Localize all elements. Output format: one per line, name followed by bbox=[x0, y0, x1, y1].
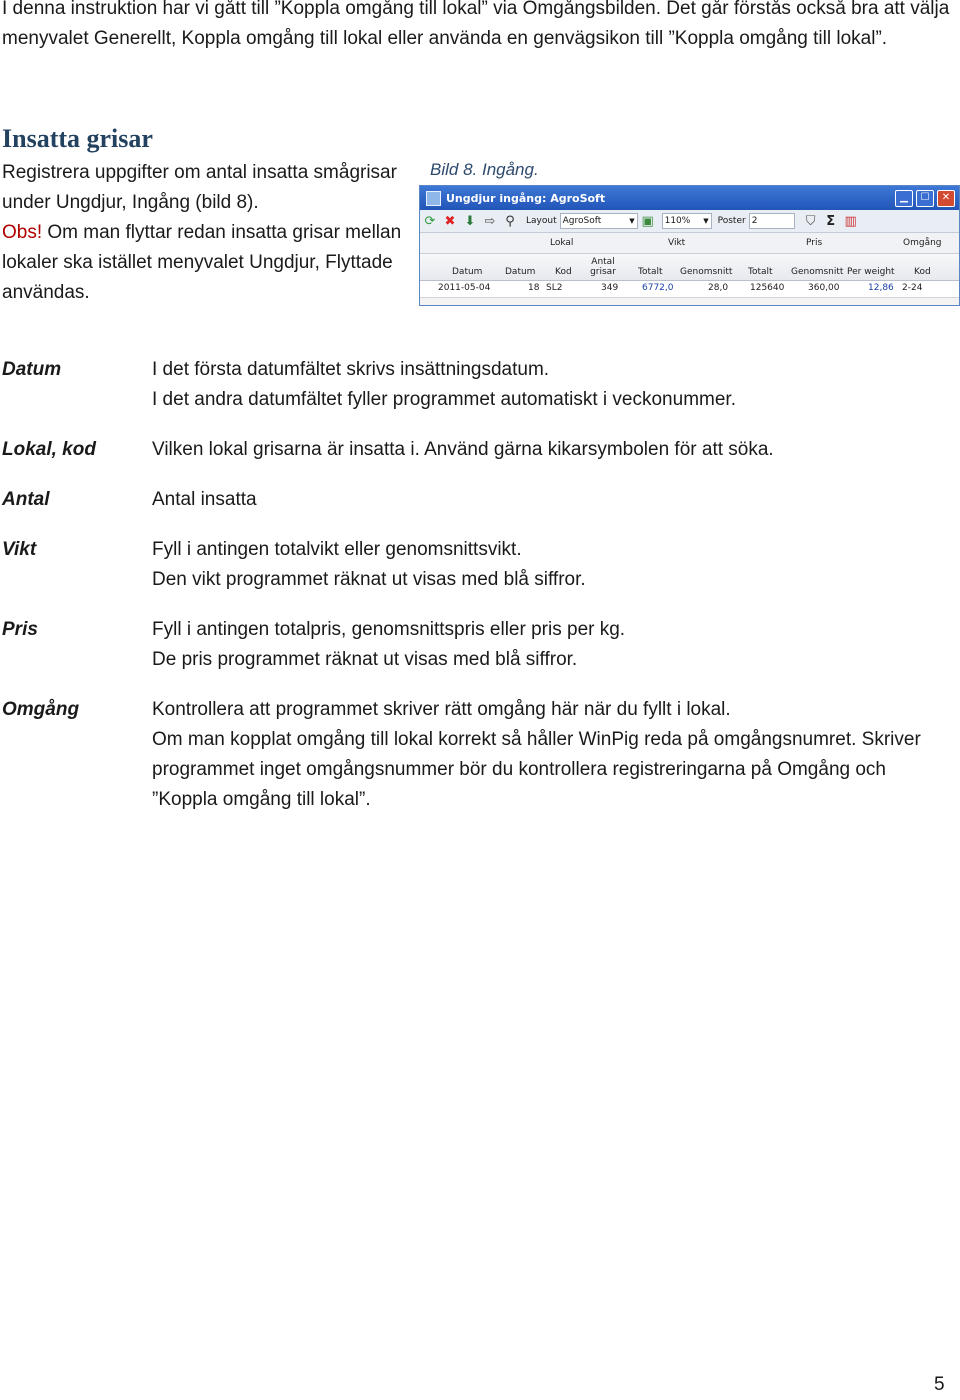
app-icon bbox=[426, 191, 441, 206]
table-cell[interactable]: 2-24 bbox=[902, 283, 923, 293]
term-pris: Pris bbox=[2, 619, 38, 640]
layout-value: AgroSoft bbox=[562, 216, 602, 226]
sum-icon[interactable]: Σ bbox=[826, 213, 836, 229]
desc-antal bbox=[152, 485, 957, 515]
term-vikt: Vikt bbox=[2, 539, 37, 560]
window-toolbar bbox=[420, 210, 959, 233]
figure-caption: Bild 8. Ingång. bbox=[430, 160, 539, 179]
column-header[interactable]: Kod bbox=[914, 267, 931, 277]
term-antal: Antal bbox=[2, 489, 50, 510]
obs-text: Om man flyttar redan insatta grisar mellan lokaler ska istället menyvalet Ungdjur, Flyttade användas. bbox=[2, 222, 402, 303]
layout-select[interactable] bbox=[560, 213, 638, 229]
column-header[interactable]: Totalt bbox=[748, 267, 773, 277]
chevron-down-icon: ▼ bbox=[629, 217, 635, 225]
table-cell[interactable]: 18 bbox=[528, 283, 540, 293]
group-header-vikt: Vikt bbox=[668, 238, 686, 248]
export-icon[interactable]: ⇨ bbox=[484, 213, 496, 229]
maximize-icon[interactable]: ☐ bbox=[916, 190, 934, 207]
data-grid bbox=[420, 233, 959, 305]
term-datum: Datum bbox=[2, 359, 62, 380]
section-text: Registrera uppgifter om antal insatta smågrisar under Ungdjur, Ingång (bild 8). bbox=[2, 162, 397, 213]
desc-omgang bbox=[152, 695, 957, 815]
table-cell[interactable]: 349 bbox=[601, 283, 619, 293]
column-header[interactable]: Datum bbox=[452, 267, 483, 277]
chevron-down-icon: ▼ bbox=[703, 217, 709, 225]
poster-value: 2 bbox=[751, 216, 758, 226]
table-cell[interactable]: 12,86 bbox=[868, 283, 894, 293]
desc-line: Vilken lokal grisarna är insatta i. Använd gärna kikarsymbolen för att söka. bbox=[152, 439, 774, 460]
refresh-icon[interactable]: ⟳ bbox=[424, 213, 436, 229]
group-header-omgang: Omgång bbox=[903, 238, 942, 248]
desc-lokal-kod bbox=[152, 435, 957, 465]
column-header-row bbox=[420, 254, 959, 281]
desc-line: Om man kopplat omgång till lokal korrekt så håller WinPig reda på omgångsnumret. Skriver bbox=[152, 729, 921, 750]
filter-icon[interactable]: ⛉ bbox=[805, 213, 816, 229]
search-binoculars-icon[interactable]: ⚲ bbox=[505, 213, 515, 229]
group-header-row bbox=[420, 233, 959, 254]
desc-line: De pris programmet räknat ut visas med blå siffror. bbox=[152, 649, 578, 670]
desc-pris bbox=[152, 615, 957, 675]
column-header[interactable]: Totalt bbox=[638, 267, 663, 277]
term-lokal-kod: Lokal, kod bbox=[2, 439, 96, 460]
delete-icon[interactable]: ✖ bbox=[444, 213, 456, 229]
group-header-pris: Pris bbox=[806, 238, 823, 248]
desc-line: Kontrollera att programmet skriver rätt omgång här när du fyllt i lokal. bbox=[152, 699, 731, 720]
column-header[interactable]: Genomsnitt bbox=[791, 267, 844, 277]
window-titlebar bbox=[420, 186, 959, 210]
table-cell[interactable]: 2011-05-04 bbox=[438, 283, 491, 293]
poster-count bbox=[749, 213, 795, 229]
obs-label: Obs! bbox=[2, 222, 43, 243]
page-number: 5 bbox=[934, 1374, 945, 1395]
desc-vikt bbox=[152, 535, 957, 595]
table-cell[interactable]: 360,00 bbox=[808, 283, 840, 293]
table-row[interactable] bbox=[420, 281, 959, 298]
group-header-lokal: Lokal bbox=[550, 238, 574, 248]
section-heading: Insatta grisar bbox=[2, 124, 153, 153]
term-omgang: Omgång bbox=[2, 699, 80, 720]
close-icon[interactable]: ✕ bbox=[937, 190, 955, 207]
desc-line: Fyll i antingen totalpris, genomsnittspris eller pris per kg. bbox=[152, 619, 626, 640]
table-cell[interactable]: 28,0 bbox=[708, 283, 729, 293]
zoom-value: 110% bbox=[664, 216, 691, 226]
poster-label: Poster bbox=[717, 216, 746, 226]
app-window-screenshot bbox=[419, 185, 960, 306]
layout-save-icon[interactable]: ▣ bbox=[641, 213, 654, 229]
column-header[interactable]: Genomsnitt bbox=[680, 267, 733, 277]
intro-paragraph: I denna instruktion har vi gått till ”Koppla omgång till lokal” via Omgångsbilden. Det går förstås också bra att välja menyvalet Generellt, Koppla omgång till lokal eller använda en genvägsikon till ”Koppla omgång till lokal”. bbox=[2, 0, 950, 49]
column-header[interactable]: Antal grisar bbox=[590, 257, 616, 277]
desc-line: Fyll i antingen totalvikt eller genomsnittsvikt. bbox=[152, 539, 522, 560]
section-paragraph bbox=[2, 158, 402, 308]
chart-icon[interactable]: ▥ bbox=[844, 213, 857, 229]
desc-line: ”Koppla omgång till lokal”. bbox=[152, 789, 371, 810]
table-cell[interactable]: SL2 bbox=[546, 283, 563, 293]
desc-line: Antal insatta bbox=[152, 489, 257, 510]
zoom-select[interactable] bbox=[662, 213, 712, 229]
desc-line: Den vikt programmet räknat ut visas med blå siffror. bbox=[152, 569, 586, 590]
table-cell[interactable]: 6772,0 bbox=[642, 283, 674, 293]
window-title: Ungdjur ingång: AgroSoft bbox=[446, 191, 606, 205]
minimize-icon[interactable]: ▁ bbox=[895, 190, 913, 207]
desc-line: programmet inget omgångsnummer bör du kontrollera registreringarna på Omgång och bbox=[152, 759, 886, 780]
save-icon[interactable]: ⬇ bbox=[464, 213, 476, 229]
column-header[interactable]: Kod bbox=[555, 267, 572, 277]
desc-line: I det andra datumfältet fyller programmet automatiskt i veckonummer. bbox=[152, 389, 736, 410]
desc-line: I det första datumfältet skrivs insättningsdatum. bbox=[152, 359, 550, 380]
column-header[interactable]: Datum bbox=[505, 267, 536, 277]
table-cell[interactable]: 125640 bbox=[750, 283, 785, 293]
desc-datum bbox=[152, 355, 957, 415]
column-header[interactable]: Per weight bbox=[847, 267, 895, 277]
layout-label: Layout bbox=[526, 216, 557, 226]
